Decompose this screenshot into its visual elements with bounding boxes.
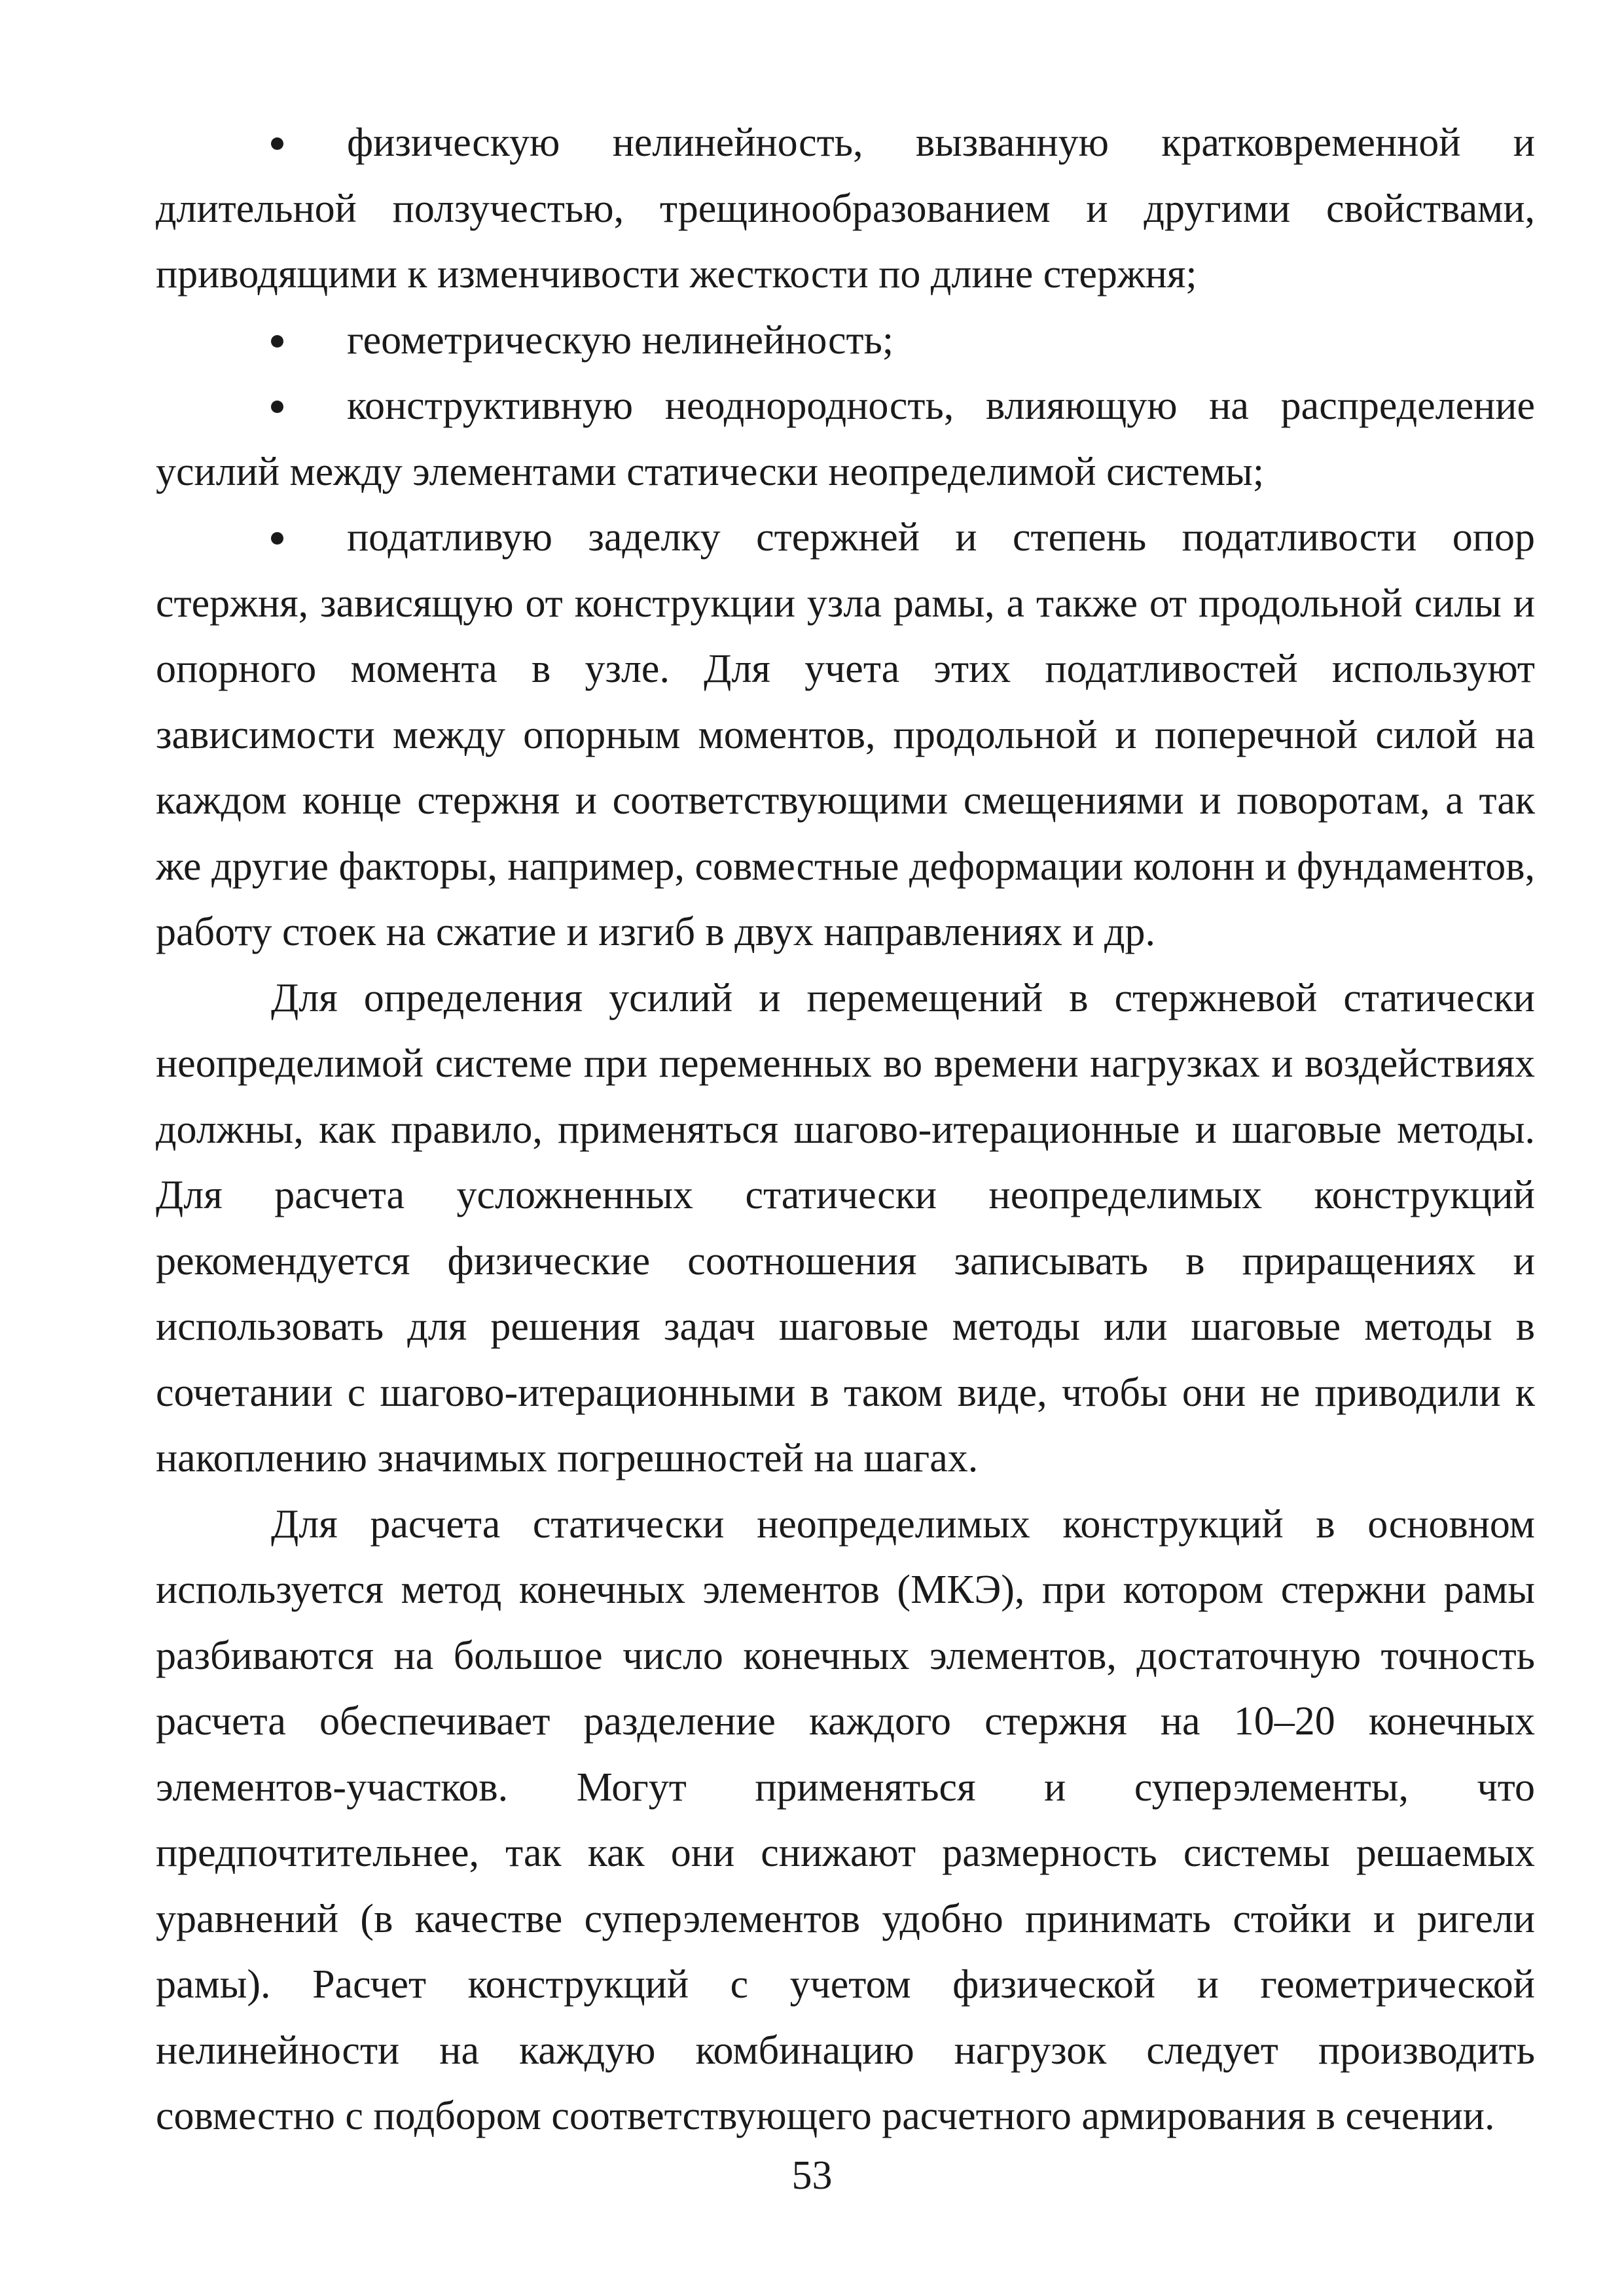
page-number: 53 xyxy=(791,2153,833,2198)
bullet-text: геометрическую нелинейность; xyxy=(347,317,894,363)
bullet-text: конструктивную неоднородность, влияющую на распределение усилий между элементами статически неопределимой системы; xyxy=(156,384,1535,494)
bullet-list xyxy=(156,110,1535,965)
bullet-item-compliant-fixing xyxy=(156,505,1535,965)
paragraph-fem: Для расчета статически неопределимых конструкций в основном используется метод конечных элементов (МКЭ), при котором стержни рамы разбиваются на большое число конечных элементов, достаточную точность расчета обеспечивает разделение каждого стержня на 10–20 конечных элементов-участков. Могут применяться и суперэлементы, что предпочтительнее, так как они снижают размерность системы решаемых уравнений (в качестве суперэлементов удобно принимать стойки и ригели рамы). Расчет конструкций с учетом физической и геометрической нелинейности на каждую комбинацию нагрузок следует производить совместно с подбором соответствующего расчетного армирования в сечении. xyxy=(156,1501,1535,2138)
page-body xyxy=(156,110,1535,2149)
bullet-text: физическую нелинейность, вызванную кратковременной и длительной ползучестью, трещинообразованием и другими свойствами, приводящими к изменчивости жесткости по длине стержня; xyxy=(156,120,1535,296)
paragraph-methods: Для определения усилий и перемещений в стержневой статически неопределимой системе при переменных во времени нагрузках и воздействиях должны, как правило, применяться шагово-итерационные и шаговые методы. Для расчета усложненных статически неопределимых конструкций рекомендуется физические соотношения записывать в приращениях и использовать для решения задач шаговые методы или шаговые методы в сочетании с шагово-итерационными в таком виде, чтобы они не приводили к накоплению значимых погрешностей на шагах. xyxy=(156,975,1535,1480)
bullet-icon xyxy=(271,401,283,413)
bullet-item-geometric-nonlinearity xyxy=(156,308,1535,374)
bullet-item-physical-nonlinearity xyxy=(156,110,1535,308)
bullet-icon xyxy=(271,335,283,348)
bullet-icon xyxy=(271,532,283,545)
bullet-icon xyxy=(271,137,283,150)
bullet-text: податливую заделку стержней и степень податливости опор стержня, зависящую от конструкции узла рамы, а также от продольной силы и опорного момента в узле. Для учета этих податливостей используют зависимости между опорным моментов, продольной и поперечной силой на каждом конце стержня и соответствующими смещениями и поворотам, а так же другие факторы, например, совместные деформации колонн и фундаментов, работу стоек на сжатие и изгиб в двух направлениях и др. xyxy=(156,515,1535,954)
bullet-item-structural-heterogeneity xyxy=(156,373,1535,505)
